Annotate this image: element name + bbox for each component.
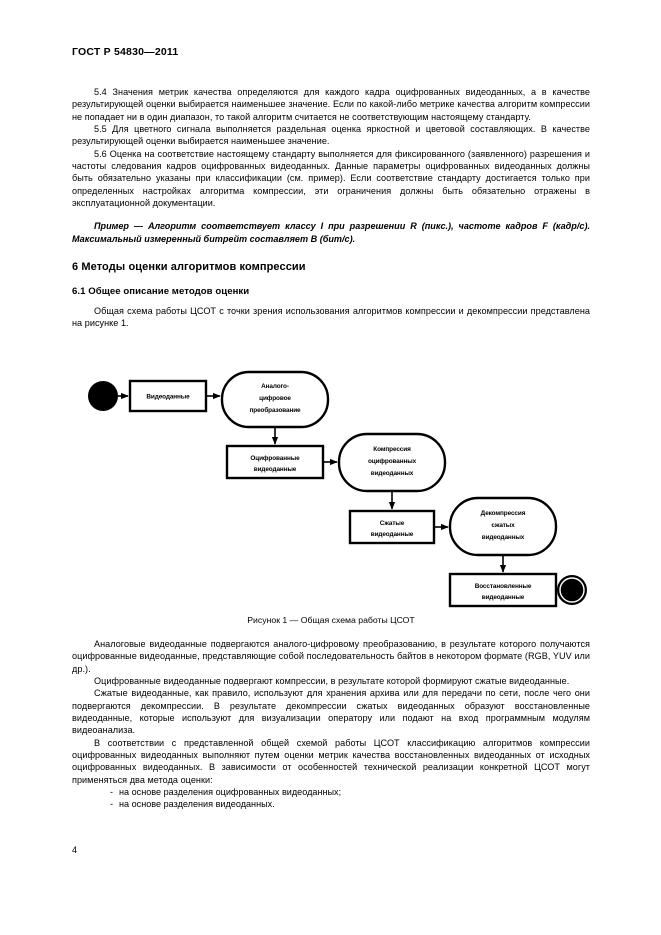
flowchart-node-restored-label-line2: видеоданные xyxy=(481,594,525,601)
paragraph-compressed-usage: Сжатые видеоданные, как правило, используют для хранения архива или для передачи по сети, после чего они подвергаются декомпрессии. В результате декомпрессии сжатых видеоданных образуют восстановленные видеоданные, которые используют для визуализации оператору или подают на вход программным модулям видеоанализа. xyxy=(72,688,590,736)
flowchart-node-compression-label-line2: оцифрованных xyxy=(367,458,417,465)
paragraph-5-5: 5.5 Для цветного сигнала выполняется раздельная оценка яркостной и цветовой составляющих. В качестве результирующей оценки выбирается наименьшее значение. xyxy=(72,124,590,147)
flowchart-node-compressed-label-line2: видеоданные xyxy=(370,531,414,538)
flowchart-node-adc-label-line2: цифровое xyxy=(259,395,291,402)
heading-subclause-6-1: 6.1 Общее описание методов оценки xyxy=(72,286,250,298)
paragraph-5-6: 5.6 Оценка на соответствие настоящему стандарту выполняется для фиксированного (заявленного) разрешения и частоты следования кадров оцифрованных видеоданных. Данные параметры оцифрованных видеоданных должны быть обязательно указаны при классификации (см. пример). Если соответствие стандарту достигается только при определенных настройках алгоритма компрессии, эти ограничения должны быть обязательно отражены в эксплуатационной документации. xyxy=(72,148,590,209)
document-body-lower xyxy=(72,638,590,811)
flowchart-node-video-data-label: Видеоданные xyxy=(146,393,190,401)
flowchart-node-compression xyxy=(339,434,445,491)
page-number: 4 xyxy=(72,845,78,855)
flowchart-node-decompression xyxy=(450,498,556,555)
paragraph-analog-conversion: Аналоговые видеоданные подвергаются аналого-цифровому преобразованию, в результате которого получаются оцифрованные видеоданные, представляющие собой последовательность байтов в некотором формате (RGB, YUV или др.). xyxy=(72,639,590,674)
evaluation-methods-list xyxy=(72,786,590,811)
flowchart-node-analog-digital-conversion xyxy=(222,372,328,427)
flowchart-node-digitized-label-line2: видеоданные xyxy=(253,466,297,473)
flowchart-node-digitized-video-data xyxy=(227,446,323,478)
spacer xyxy=(72,297,590,305)
heading-clause-6: 6 Методы оценки алгоритмов компрессии xyxy=(72,261,306,274)
figure-1-flowchart xyxy=(72,368,590,613)
flowchart-node-adc-label-line3: преобразование xyxy=(249,407,301,414)
flowchart-node-restored-label-line1: Восстановленные xyxy=(474,583,532,590)
flowchart-node-decompression-label-line2: сжатых xyxy=(491,522,515,529)
spacer xyxy=(72,245,590,261)
paragraph-5-4: 5.4 Значения метрик качества определяются для каждого кадра оцифрованных видеоданных, а в качестве результирующей оценки выбирается наименьшее значение. Если по какой-либо метрике качества алгоритм компрессии не попадает ни в один диапазон, то такой алгоритм считается не соответствующим настоящему стандарту. xyxy=(72,87,590,122)
paragraph-scheme-intro: Общая схема работы ЦСОТ с точки зрения использования алгоритмов компрессии и декомпрессии представлена на рисунке 1. xyxy=(72,306,590,329)
figure-1-caption: Рисунок 1 — Общая схема работы ЦСОТ xyxy=(247,615,415,625)
flowchart-end-node xyxy=(557,575,587,605)
flowchart-node-decompression-label-line3: видеоданных xyxy=(481,534,525,541)
list-item: - на основе разделения оцифрованных видеоданных; xyxy=(72,786,590,798)
flowchart-node-compression-label-line1: Компрессия xyxy=(373,446,411,453)
flowchart-node-digitized-label-line1: Оцифрованные xyxy=(250,455,300,462)
figure-1-container xyxy=(72,368,590,625)
document-header-standard-number: ГОСТ Р 54830—2011 xyxy=(72,46,179,58)
list-item: - на основе разделения видеоданных. xyxy=(72,798,590,810)
spacer xyxy=(72,273,590,286)
paragraph-classification: В соответствии с представленной общей схемой работы ЦСОТ классификацию алгоритмов компрессии оцифрованных видеоданных выполняют путем оценки метрик качества восстановленных видеоданных от исходных оцифрованных видеоданных. В зависимости от особенностей технической реализации конкретной ЦСОТ могут применяться два метода оценки: xyxy=(72,737,590,785)
flowchart-node-video-data xyxy=(130,381,206,411)
flowchart-node-compressed-label-line1: Сжатые xyxy=(379,520,405,527)
paragraph-digitized-compression: Оцифрованные видеоданные подвергают компрессии, в результате которой формируют сжатые видеоданные. xyxy=(94,676,570,687)
flowchart-start-node xyxy=(88,381,118,411)
paragraph-example: Пример — Алгоритм соответствует классу I при разрешении R (пикс.), частоте кадров F (кадр/с). Максимальный измеренный битрейт составляет B (бит/с). xyxy=(72,221,590,244)
flowchart-node-adc-label-line1: Аналого- xyxy=(261,383,289,390)
spacer xyxy=(72,209,590,220)
flowchart-node-compressed-video-data xyxy=(350,511,434,543)
document-body xyxy=(72,86,590,330)
flowchart-node-compression-label-line3: видеоданных xyxy=(370,470,414,477)
flowchart-node-decompression-label-line1: Декомпрессия xyxy=(480,510,526,517)
flowchart-node-restored-video-data xyxy=(450,574,556,606)
